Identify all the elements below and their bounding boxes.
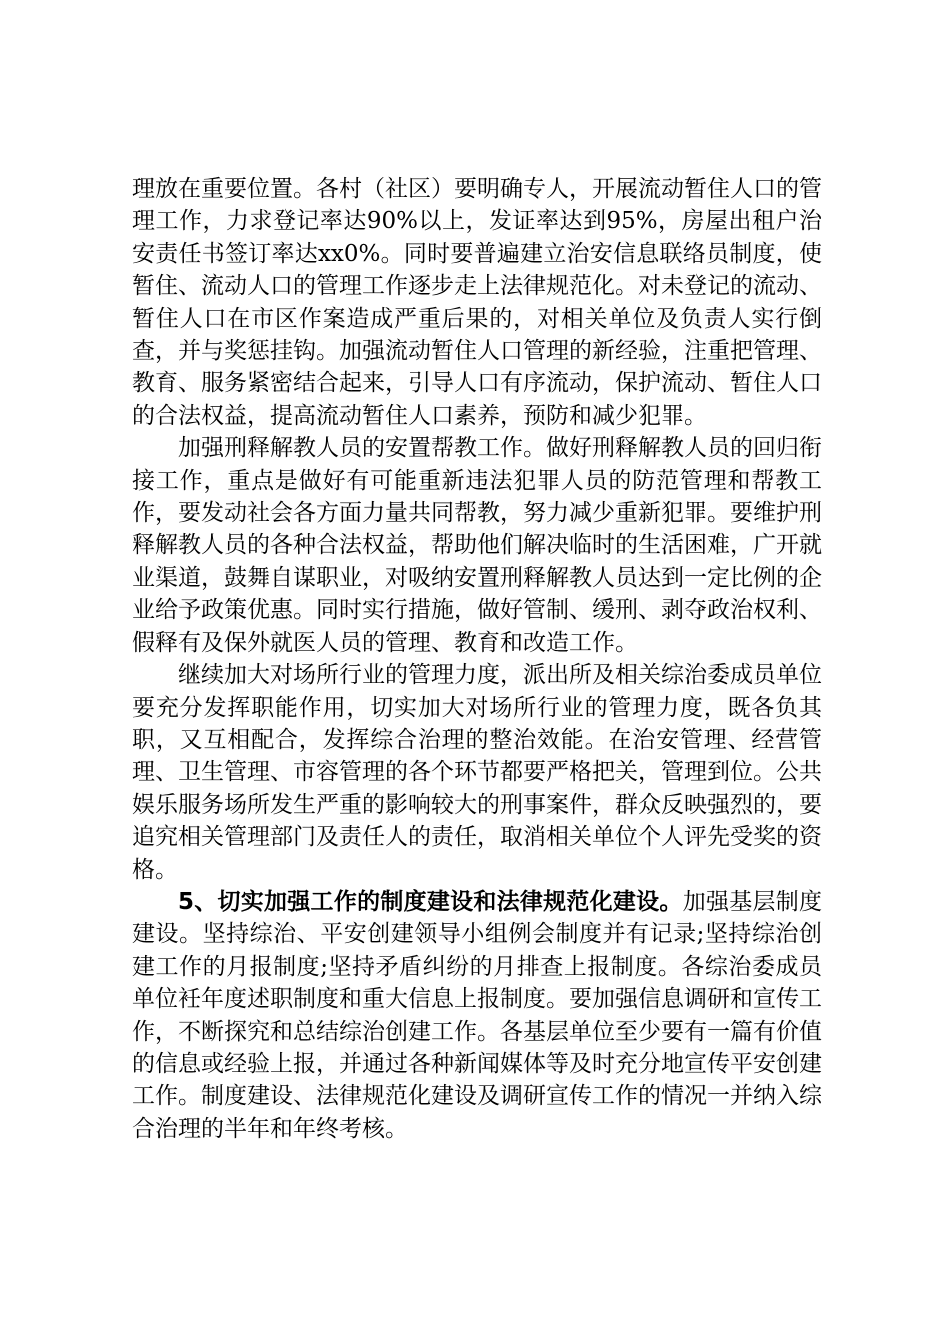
paragraph-system-construction [132,886,822,1145]
section-heading: 5、切实加强工作的制度建设和法律规范化建设。 [178,888,683,915]
paragraph-text: 加强基层制度建设。坚持综治、平安创建领导小组例会制度并有记录;坚持综治创建工作的月报制度;坚持矛盾纠纷的月排查上报制度。各综治委成员单位衽年度述职制度和重大信息上报制度。要加强信息调研和宣传工作，不断探究和总结综治创建工作。各基层单位至少要有一篇有价值的信息或经验上报，并通过各种新闻媒体等及时充分地宣传平安创建工作。制度建设、法律规范化建设及调研宣传工作的情况一并纳入综合治理的半年和年终考核。 [132,888,822,1142]
paragraph-text: 理放在重要位置。各村（社区）要明确专人，开展流动暂住人口的管理工作，力求登记率达90%以上，发证率达到95%，房屋出租户治安责任书签订率达xx0%。同时要普遍建立治安信息联络员制度，使暂住、流动人口的管理工作逐步走上法律规范化。对未登记的流动、暂住人口在市区作案造成严重后果的，对相关单位及负责人实行倒查，并与奖惩挂钩。加强流动暂住人口管理的新经验，注重把管理、教育、服务紧密结合起来，引导人口有序流动，保护流动、暂住人口的合法权益，提高流动暂住人口素养，预防和减少犯罪。 [132,176,822,429]
paragraph-venue-management [132,659,822,886]
paragraph-text: 继续加大对场所行业的管理力度，派出所及相关综治委成员单位要充分发挥职能作用，切实加大对场所行业的管理力度，既各负其职，又互相配合，发挥综合治理的整治效能。在治安管理、经营管理、卫生管理、市容管理的各个环节都要严格把关，管理到位。公共娱乐服务场所发生严重的影响较大的刑事案件，群众反映强烈的，要追究相关管理部门及责任人的责任，取消相关单位个人评先受奖的资格。 [132,662,822,883]
paragraph-released-prisoners [132,432,822,659]
document-body [132,173,822,1145]
paragraph-floating-population [132,173,822,432]
paragraph-text: 加强刑释解教人员的安置帮教工作。做好刑释解教人员的回归衔接工作，重点是做好有可能重新违法犯罪人员的防范管理和帮教工作，要发动社会各方面力量共同帮教，努力减少重新犯罪。要维护刑释解教人员的各种合法权益，帮助他们解决临时的生活困难，广开就业渠道，鼓舞自谋职业，对吸纳安置刑释解教人员达到一定比例的企业给予政策优惠。同时实行措施，做好管制、缓刑、剥夺政治权利、假释有及保外就医人员的管理、教育和改造工作。 [132,435,822,656]
